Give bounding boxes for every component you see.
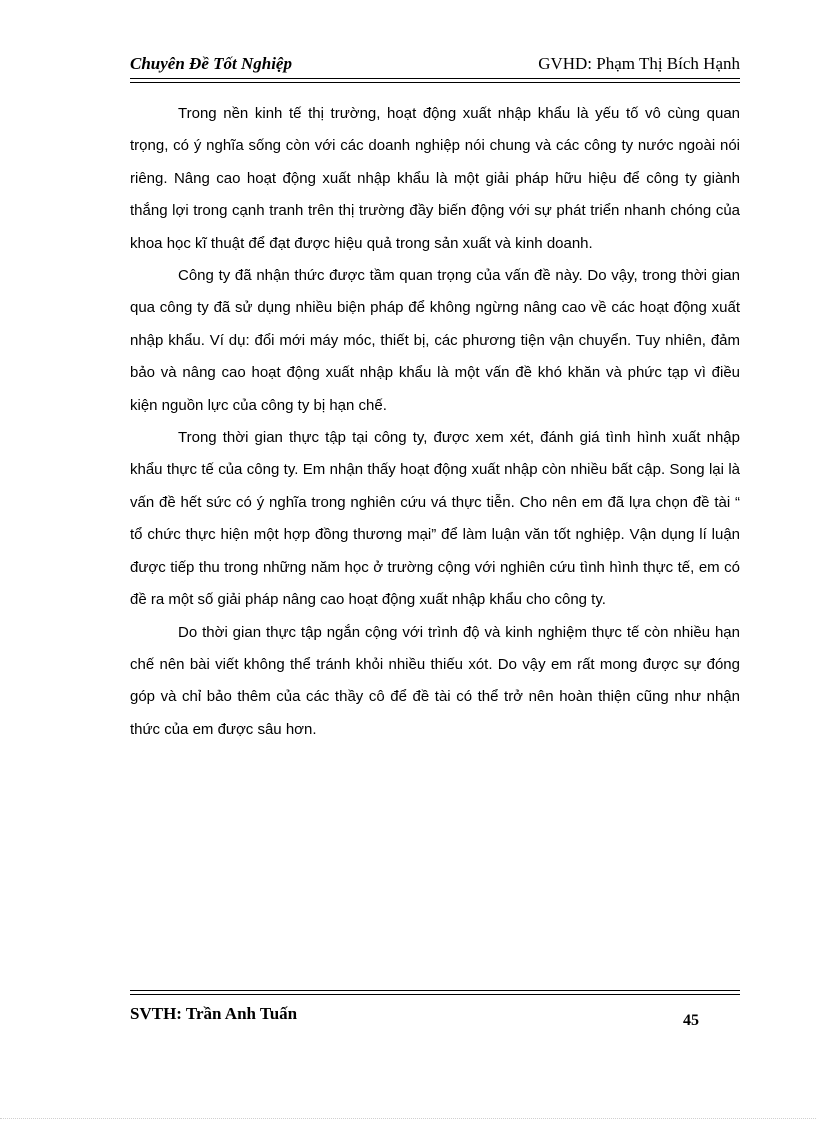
paragraph: Do thời gian thực tập ngắn cộng với trình độ và kinh nghiệm thực tế còn nhiều hạn chế nên bài viết không thể tránh khỏi nhiều thiếu xót. Do vậy em rất mong được sự đóng góp và chỉ bảo thêm của các thầy cô để đề tài có thể trở nên hoàn thiện cũng như nhận thức của em được sâu hơn. [130,623,740,738]
header-supervisor: GVHD: Phạm Thị Bích Hạnh [538,54,740,73]
page-edge-divider [0,1118,816,1119]
page-header [130,52,740,78]
page-number: 45 [683,1012,699,1029]
footer-student: SVTH: Trần Anh Tuấn [130,1004,298,1023]
paragraph: Trong nền kinh tế thị trường, hoạt động xuất nhập khẩu là yếu tố vô cùng quan trọng, có ý nghĩa sống còn với các doanh nghiệp nói chung và các công ty nước ngoài nói riêng. Nâng cao hoạt động xuất nhập khẩu là một giải pháp hữu hiệu để công ty giành thắng lợi trong cạnh tranh trên thị trường đầy biến động với sự phát triển nhanh chóng của khoa học kĩ thuật để đạt được hiệu quả trong sản xuất và kinh doanh. [130,105,740,252]
header-title: Chuyên Đề Tốt Nghiệp [130,54,292,73]
footer-rule [130,990,740,995]
paragraph: Trong thời gian thực tập tại công ty, được xem xét, đánh giá tình hình xuất nhập khẩu thực tế của công ty. Em nhận thấy hoạt động xuất nhập còn nhiều bất cập. Song lại là vấn đề hết sức có ý nghĩa trong nghiên cứu vá thực tiễn. Cho nên em đã lựa chọn đề tài “ tổ chức thực hiện một hợp đồng thương mại” để làm luận văn tốt nghiệp. Vận dụng lí luận được tiếp thu trong những năm học ở trường cộng với nghiên cứu tình hình thực tế, em có đề ra một số giải pháp nâng cao hoạt động xuất nhập khẩu cho công ty. [130,429,740,609]
body-text [130,98,740,746]
paragraph: Công ty đã nhận thức được tầm quan trọng của vấn đề này. Do vậy, trong thời gian qua công ty đã sử dụng nhiều biện pháp để không ngừng nâng cao về các hoạt động xuất nhập khẩu. Ví dụ: đổi mới máy móc, thiết bị, các phương tiện vận chuyển. Tuy nhiên, đảm bảo và nâng cao hoạt động xuất nhập khẩu là một vấn đề khó khăn và phức tạp vì điều kiện nguồn lực của công ty bị hạn chế. [130,267,740,414]
header-rule [130,78,740,83]
